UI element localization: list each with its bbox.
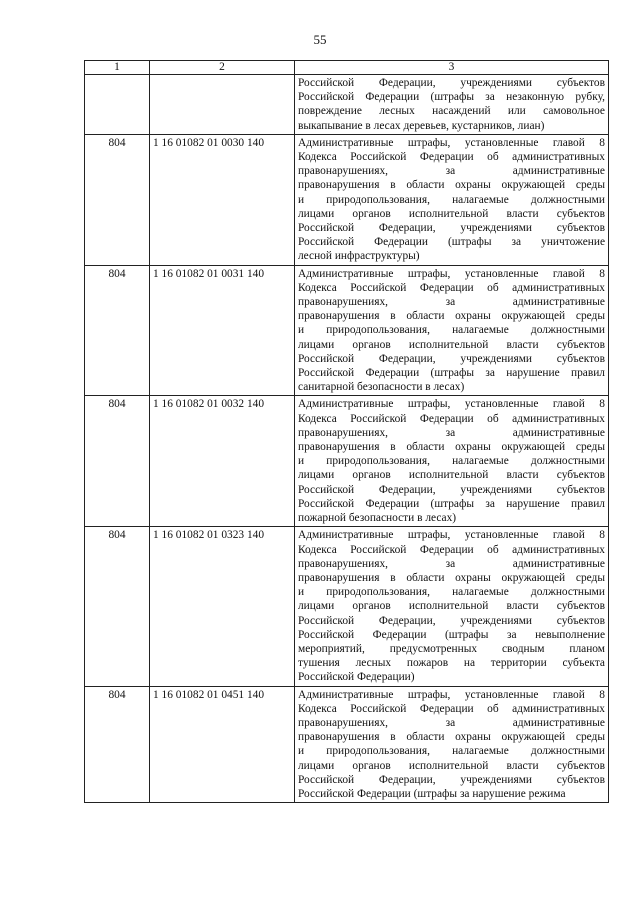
administrator-code-cell: 804: [85, 265, 150, 396]
description-line: правонарушения в области охраны окружающей среды: [298, 731, 605, 744]
description-line: и природопользования, налагаемые должностными: [298, 455, 605, 468]
revenue-description-cell: [295, 396, 609, 527]
revenue-description-cell: [295, 527, 609, 686]
administrator-code-cell: [85, 75, 150, 135]
description-line: Российской Федерации): [298, 671, 415, 684]
description-line: лицами органов исполнительной власти субъектов: [298, 600, 605, 613]
administrator-code-cell: 804: [85, 134, 150, 265]
description-line: повреждение лесных насаждений или самовольное: [298, 105, 605, 118]
budget-classification-code-cell: 1 16 01082 01 0032 140: [150, 396, 295, 527]
page-number: 55: [313, 32, 327, 47]
description-line: Российской Федерации (штрафы за уничтожение: [298, 236, 605, 249]
description-line: Российской Федерации, учреждениями субъектов: [298, 77, 605, 89]
description-line: Кодекса Российской Федерации об административных: [298, 543, 605, 556]
description-line: Российской Федерации, учреждениями субъектов: [298, 483, 605, 496]
description-line: тушения лесных пожаров на территории субъекта: [298, 657, 605, 670]
description-line: Российской Федерации (штрафы за нарушение правил: [298, 497, 605, 510]
description-line: Российской Федерации, учреждениями субъектов: [298, 773, 605, 786]
table-row: [85, 265, 609, 396]
description-line: Российской Федерации, учреждениями субъектов: [298, 352, 605, 365]
description-line: правонарушениях, за административные: [298, 165, 605, 178]
description-line: и природопользования, налагаемые должностными: [298, 324, 605, 337]
table-header-row: [85, 61, 609, 75]
description-line: правонарушения в области охраны окружающей среды: [298, 179, 605, 192]
description-line: правонарушения в области охраны окружающей среды: [298, 441, 605, 454]
revenue-description-cell: [295, 265, 609, 396]
column-header-2: 2: [150, 61, 295, 75]
administrator-code-cell: 804: [85, 527, 150, 686]
description-line: пожарной безопасности в лесах): [298, 512, 457, 525]
description-line: выкапывание в лесах деревьев, кустарников, лиан): [298, 119, 545, 132]
description-line: правонарушениях, за административные: [298, 716, 605, 729]
revenue-description-cell: [295, 75, 609, 135]
description-line: лицами органов исполнительной власти субъектов: [298, 759, 605, 772]
description-line: лесной инфраструктуры): [298, 250, 420, 263]
budget-classification-code-cell: 1 16 01082 01 0031 140: [150, 265, 295, 396]
description-line: Административные штрафы, установленные главой 8: [298, 398, 605, 411]
description-line: правонарушениях, за административные: [298, 426, 605, 439]
budget-classification-code-cell: 1 16 01082 01 0323 140: [150, 527, 295, 686]
description-line: санитарной безопасности в лесах): [298, 381, 465, 394]
budget-classification-code-cell: 1 16 01082 01 0030 140: [150, 134, 295, 265]
description-line: Российской Федерации (штрафы за нарушение режима: [298, 787, 566, 800]
description-line: лицами органов исполнительной власти субъектов: [298, 469, 605, 482]
description-line: Административные штрафы, установленные главой 8: [298, 136, 605, 149]
description-line: Российской Федерации (штрафы за незаконную рубку,: [298, 91, 605, 104]
description-line: и природопользования, налагаемые должностными: [298, 586, 605, 599]
budget-classification-code-cell: 1 16 01082 01 0451 140: [150, 686, 295, 803]
description-line: Кодекса Российской Федерации об административных: [298, 151, 605, 164]
description-line: Административные штрафы, установленные главой 8: [298, 267, 605, 280]
column-header-3: 3: [295, 61, 609, 75]
column-header-1: 1: [85, 61, 150, 75]
description-line: лицами органов исполнительной власти субъектов: [298, 338, 605, 351]
description-line: Административные штрафы, установленные главой 8: [298, 529, 605, 542]
description-line: Российской Федерации (штрафы за невыполнение: [298, 628, 605, 641]
description-line: мероприятий, предусмотренных сводным планом: [298, 642, 605, 655]
table-row: [85, 527, 609, 686]
description-line: Кодекса Российской Федерации об административных: [298, 702, 605, 715]
description-line: Российской Федерации (штрафы за нарушение правил: [298, 367, 605, 380]
table-row: [85, 686, 609, 803]
description-line: правонарушения в области охраны окружающей среды: [298, 571, 605, 584]
description-line: и природопользования, налагаемые должностными: [298, 745, 605, 758]
budget-classification-code-cell: [150, 75, 295, 135]
table-row: [85, 396, 609, 527]
description-line: Кодекса Российской Федерации об административных: [298, 281, 605, 294]
description-line: правонарушениях, за административные: [298, 557, 605, 570]
administrator-code-cell: 804: [85, 396, 150, 527]
description-line: правонарушениях, за административные: [298, 296, 605, 309]
budget-codes-table: [84, 60, 609, 803]
description-line: правонарушения в области охраны окружающей среды: [298, 310, 605, 323]
administrator-code-cell: 804: [85, 686, 150, 803]
description-line: Кодекса Российской Федерации об административных: [298, 412, 605, 425]
revenue-description-cell: [295, 134, 609, 265]
revenue-description-cell: [295, 686, 609, 803]
description-line: Административные штрафы, установленные главой 8: [298, 688, 605, 701]
table-row: [85, 134, 609, 265]
description-line: Российской Федерации, учреждениями субъектов: [298, 614, 605, 627]
description-line: и природопользования, налагаемые должностными: [298, 193, 605, 206]
description-line: лицами органов исполнительной власти субъектов: [298, 207, 605, 220]
description-line: Российской Федерации, учреждениями субъектов: [298, 222, 605, 235]
table-row: [85, 75, 609, 135]
